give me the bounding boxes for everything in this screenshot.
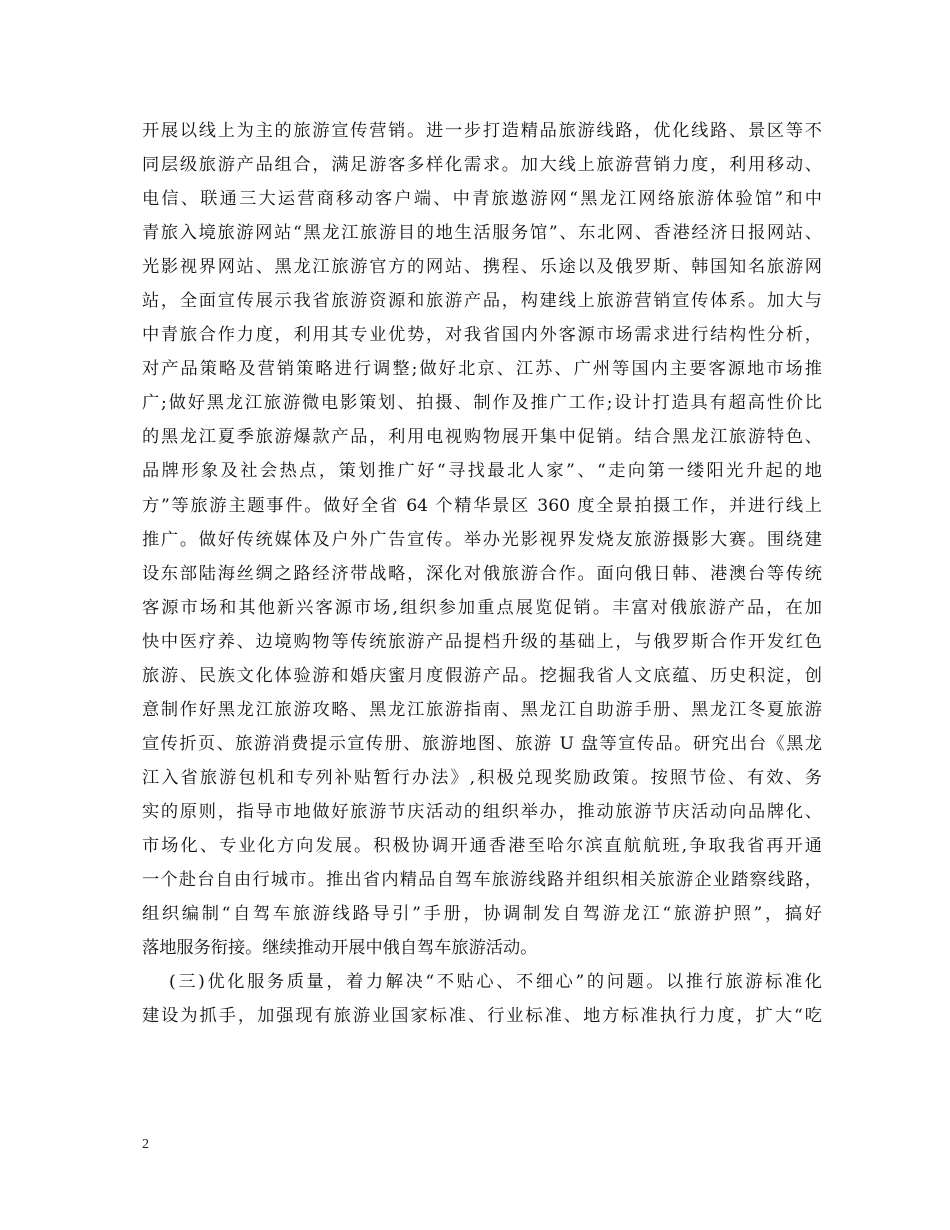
text-line: 推广。做好传统媒体及户外广告宣传。举办光影视界发烧友旅游摄影大赛。围绕建 — [142, 529, 822, 550]
text-line: 方”等旅游主题事件。做好全省 64 个精华景区 360 度全景拍摄工作，并进行线上 — [142, 495, 822, 516]
text-line: 品牌形象及社会热点，策划推广好“寻找最北人家”、“走向第一缕阳光升起的地 — [142, 461, 822, 482]
text-line: 设东部陆海丝绸之路经济带战略，深化对俄旅游合作。面向俄日韩、港澳台等传统 — [142, 563, 822, 584]
text-line: 市场化、专业化方向发展。积极协调开通香港至哈尔滨直航航班,争取我省再开通 — [142, 835, 822, 856]
text-line: 中青旅合作力度，利用其专业优势，对我省国内外客源市场需求进行结构性分析， — [142, 325, 822, 346]
text-line: 光影视界网站、黑龙江旅游官方的网站、携程、乐途以及俄罗斯、韩国知名旅游网 — [142, 257, 822, 278]
text-line: 一个赴台自由行城市。推出省内精品自驾车旅游线路并组织相关旅游企业踏察线路， — [142, 870, 822, 891]
text-line: 宣传折页、旅游消费提示宣传册、旅游地图、旅游 U 盘等宣传品。研究出台《黑龙 — [142, 733, 822, 754]
text-line: 的黑龙江夏季旅游爆款产品，利用电视购物展开集中促销。结合黑龙江旅游特色、 — [142, 427, 822, 448]
text-line: 组织编制“自驾车旅游线路导引”手册，协调制发自驾游龙江“旅游护照”，搞好 — [142, 904, 822, 925]
text-line: 意制作好黑龙江旅游攻略、黑龙江旅游指南、黑龙江自助游手册、黑龙江冬夏旅游 — [142, 699, 822, 720]
text-line-paragraph-end: 落地服务衔接。继续推动开展中俄自驾车旅游活动。 — [142, 938, 538, 959]
section-heading-line: (三)优化服务质量，着力解决“不贴心、不细心”的问题。以推行旅游标准化 — [169, 972, 822, 993]
text-line: 对产品策略及营销策略进行调整;做好北京、江苏、广州等国内主要客源地市场推 — [142, 359, 822, 380]
text-line: 实的原则，指导市地做好旅游节庆活动的组织举办，推动旅游节庆活动向品牌化、 — [142, 801, 822, 822]
text-line: 江入省旅游包机和专列补贴暂行办法》,积极兑现奖励政策。按照节俭、有效、务 — [142, 767, 822, 788]
text-line: 青旅入境旅游网站“黑龙江旅游目的地生活服务馆”、东北网、香港经济日报网站、 — [142, 223, 822, 244]
text-line: 开展以线上为主的旅游宣传营销。进一步打造精品旅游线路，优化线路、景区等不 — [142, 121, 822, 141]
text-line: 客源市场和其他新兴客源市场,组织参加重点展览促销。丰富对俄旅游产品，在加 — [142, 597, 822, 618]
text-line: 电信、联通三大运营商移动客户端、中青旅遨游网“黑龙江网络旅游体验馆”和中 — [142, 189, 822, 210]
page-number: 2 — [142, 1137, 149, 1152]
text-line: 广;做好黑龙江旅游微电影策划、拍摄、制作及推广工作;设计打造具有超高性价比 — [142, 393, 822, 414]
text-line: 建设为抓手，加强现有旅游业国家标准、行业标准、地方标准执行力度，扩大“吃 — [142, 1006, 822, 1027]
text-line: 快中医疗养、边境购物等传统旅游产品提档升级的基础上，与俄罗斯合作开发红色 — [142, 631, 822, 652]
text-line: 站，全面宣传展示我省旅游资源和旅游产品，构建线上旅游营销宣传体系。加大与 — [142, 291, 822, 312]
text-line: 旅游、民族文化体验游和婚庆蜜月度假游产品。挖掘我省人文底蕴、历史积淀，创 — [142, 665, 822, 686]
body-text — [142, 114, 822, 1033]
text-line: 同层级旅游产品组合，满足游客多样化需求。加大线上旅游营销力度，利用移动、 — [142, 155, 822, 176]
